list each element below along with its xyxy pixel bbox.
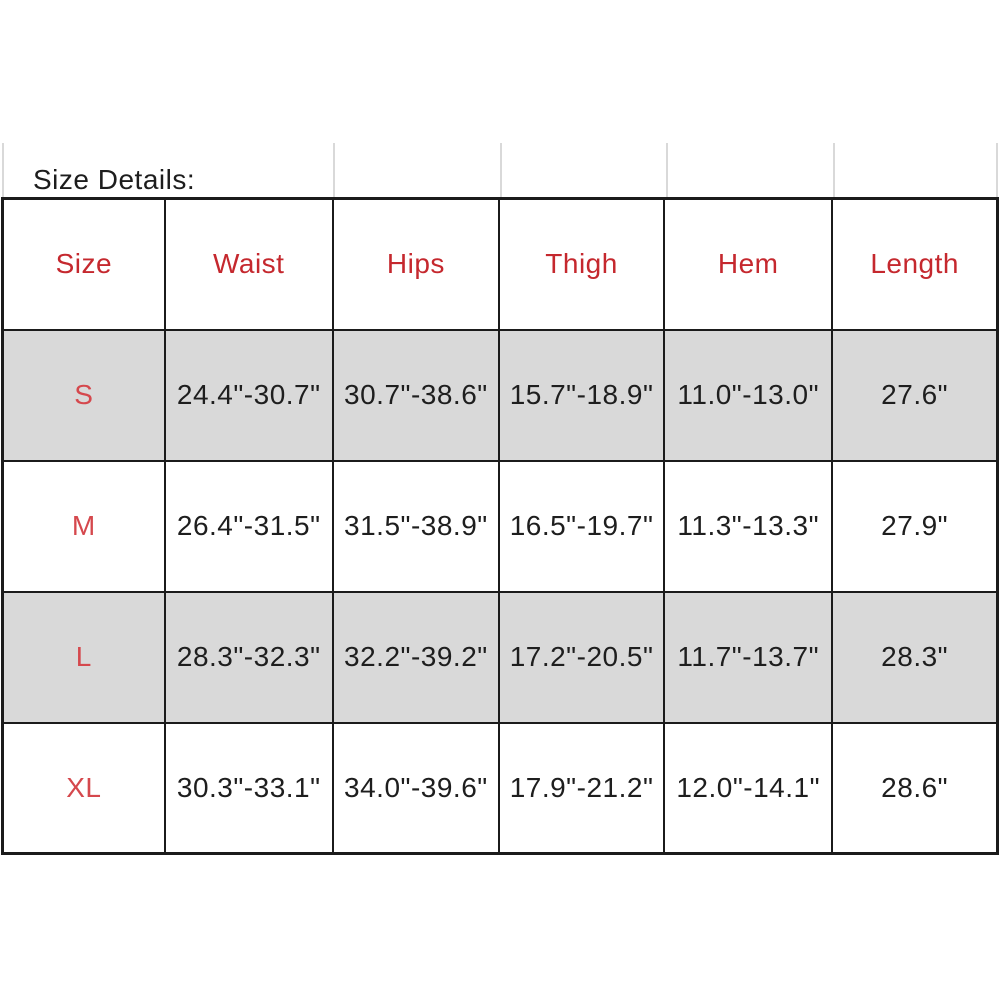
hem-cell: 11.0"-13.0" bbox=[664, 330, 832, 461]
column-header-size: Size bbox=[3, 199, 165, 330]
column-header-waist: Waist bbox=[165, 199, 333, 330]
waist-cell: 28.3"-32.3" bbox=[165, 592, 333, 723]
hem-cell: 11.7"-13.7" bbox=[664, 592, 832, 723]
header-row bbox=[3, 199, 998, 330]
grid-remnant-line bbox=[833, 143, 835, 199]
hem-cell: 11.3"-13.3" bbox=[664, 461, 832, 592]
size-cell: XL bbox=[3, 723, 165, 854]
waist-cell: 24.4"-30.7" bbox=[165, 330, 333, 461]
table-row-s bbox=[3, 330, 998, 461]
size-cell: M bbox=[3, 461, 165, 592]
thigh-cell: 17.2"-20.5" bbox=[499, 592, 664, 723]
grid-remnant-line bbox=[2, 143, 4, 199]
table-body bbox=[3, 330, 998, 854]
column-header-hem: Hem bbox=[664, 199, 832, 330]
length-cell: 28.3" bbox=[832, 592, 997, 723]
grid-remnant-line bbox=[333, 143, 335, 199]
grid-remnant-line bbox=[666, 143, 668, 199]
hips-cell: 31.5"-38.9" bbox=[333, 461, 499, 592]
thigh-cell: 15.7"-18.9" bbox=[499, 330, 664, 461]
length-cell: 28.6" bbox=[832, 723, 997, 854]
grid-remnant-line bbox=[996, 143, 998, 199]
size-cell: L bbox=[3, 592, 165, 723]
column-header-length: Length bbox=[832, 199, 997, 330]
hem-cell: 12.0"-14.1" bbox=[664, 723, 832, 854]
thigh-cell: 17.9"-21.2" bbox=[499, 723, 664, 854]
page-title: Size Details: bbox=[33, 164, 196, 195]
hips-cell: 34.0"-39.6" bbox=[333, 723, 499, 854]
waist-cell: 26.4"-31.5" bbox=[165, 461, 333, 592]
length-cell: 27.9" bbox=[832, 461, 997, 592]
table-row-xl bbox=[3, 723, 998, 854]
table-header bbox=[3, 199, 998, 330]
length-cell: 27.6" bbox=[832, 330, 997, 461]
column-header-hips: Hips bbox=[333, 199, 499, 330]
hips-cell: 30.7"-38.6" bbox=[333, 330, 499, 461]
size-cell: S bbox=[3, 330, 165, 461]
table-row-m bbox=[3, 461, 998, 592]
thigh-cell: 16.5"-19.7" bbox=[499, 461, 664, 592]
grid-remnant-line bbox=[500, 143, 502, 199]
size-chart-table bbox=[1, 197, 999, 855]
table-row-l bbox=[3, 592, 998, 723]
waist-cell: 30.3"-33.1" bbox=[165, 723, 333, 854]
hips-cell: 32.2"-39.2" bbox=[333, 592, 499, 723]
column-header-thigh: Thigh bbox=[499, 199, 664, 330]
